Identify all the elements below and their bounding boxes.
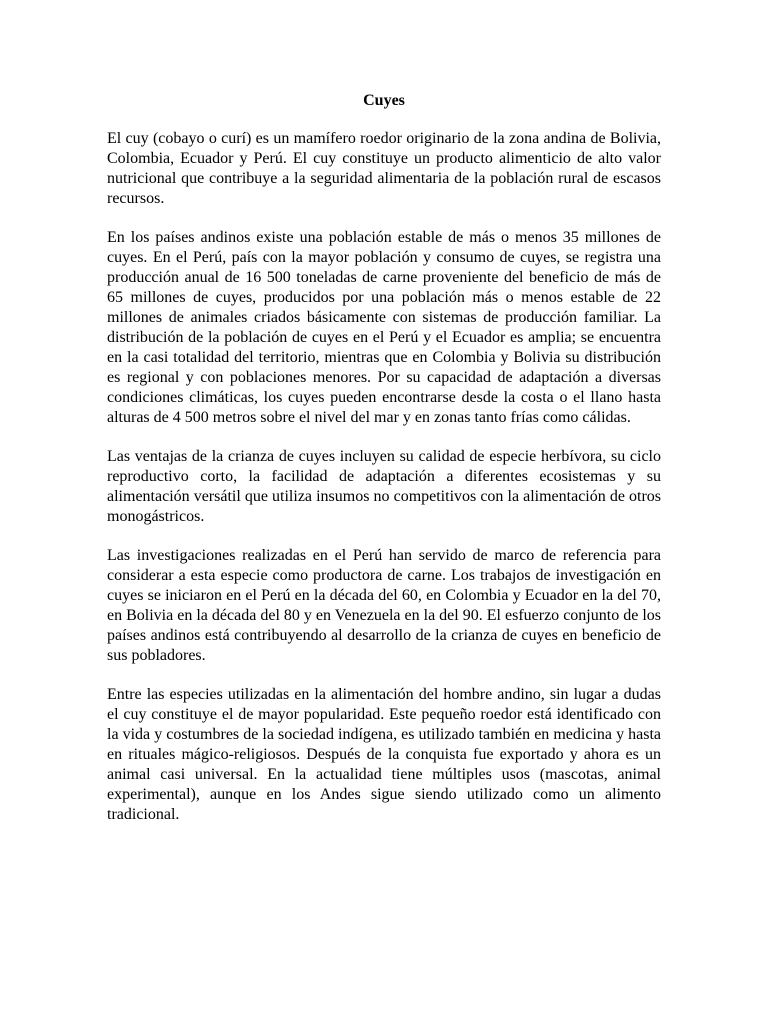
paragraph-research: Las investigaciones realizadas en el Perú han servido de marco de referencia para considerar a esta especie como productora de carne. Los trabajos de investigación en cuyes se iniciaron en el Perú en la década del 60, en Colombia y Ecuador en la del 70, en Bolivia en la década del 80 y en Venezuela en la del 90. El esfuerzo conjunto de los países andinos está contribuyendo al desarrollo de la crianza de cuyes en beneficio de sus pobladores. bbox=[107, 547, 661, 664]
paragraph-population: En los países andinos existe una población estable de más o menos 35 millones de cuyes. En el Perú, país con la mayor población y consumo de cuyes, se registra una producción anual de 16 500 toneladas de carne proveniente del beneficio de más de 65 millones de cuyes, producidos por una población más o menos estable de 22 millones de animales criados básicamente con sistemas de producción familiar. La distribución de la población de cuyes en el Perú y el Ecuador es amplia; se encuentra en la casi totalidad del territorio, mientras que en Colombia y Bolivia su distribución es regional y con poblaciones menores. Por su capacidad de adaptación a diversas condiciones climáticas, los cuyes pueden encontrarse desde la costa o el llano hasta alturas de 4 500 metros sobre el nivel del mar y en zonas tanto frías como cálidas. bbox=[107, 229, 661, 426]
document-body bbox=[107, 91, 661, 844]
paragraph-tradition: Entre las especies utilizadas en la alimentación del hombre andino, sin lugar a dudas el cuy constituye el de mayor popularidad. Este pequeño roedor está identificado con la vida y costumbres de la sociedad indígena, es utilizado también en medicina y hasta en rituales mágico-religiosos. Después de la conquista fue exportado y ahora es un animal casi universal. En la actualidad tiene múltiples usos (mascotas, animal experimental), aunque en los Andes sigue siendo utilizado como un alimento tradicional. bbox=[107, 686, 661, 823]
paragraph-intro: El cuy (cobayo o curí) es un mamífero roedor originario de la zona andina de Bolivia, Colombia, Ecuador y Perú. El cuy constituye un producto alimenticio de alto valor nutricional que contribuye a la seguridad alimentaria de la población rural de escasos recursos. bbox=[107, 130, 661, 207]
document-title: Cuyes bbox=[363, 92, 405, 109]
paragraph-advantages: Las ventajas de la crianza de cuyes incluyen su calidad de especie herbívora, su ciclo reproductivo corto, la facilidad de adaptación a diferentes ecosistemas y su alimentación versátil que utiliza insumos no competitivos con la alimentación de otros monogástricos. bbox=[107, 448, 661, 525]
